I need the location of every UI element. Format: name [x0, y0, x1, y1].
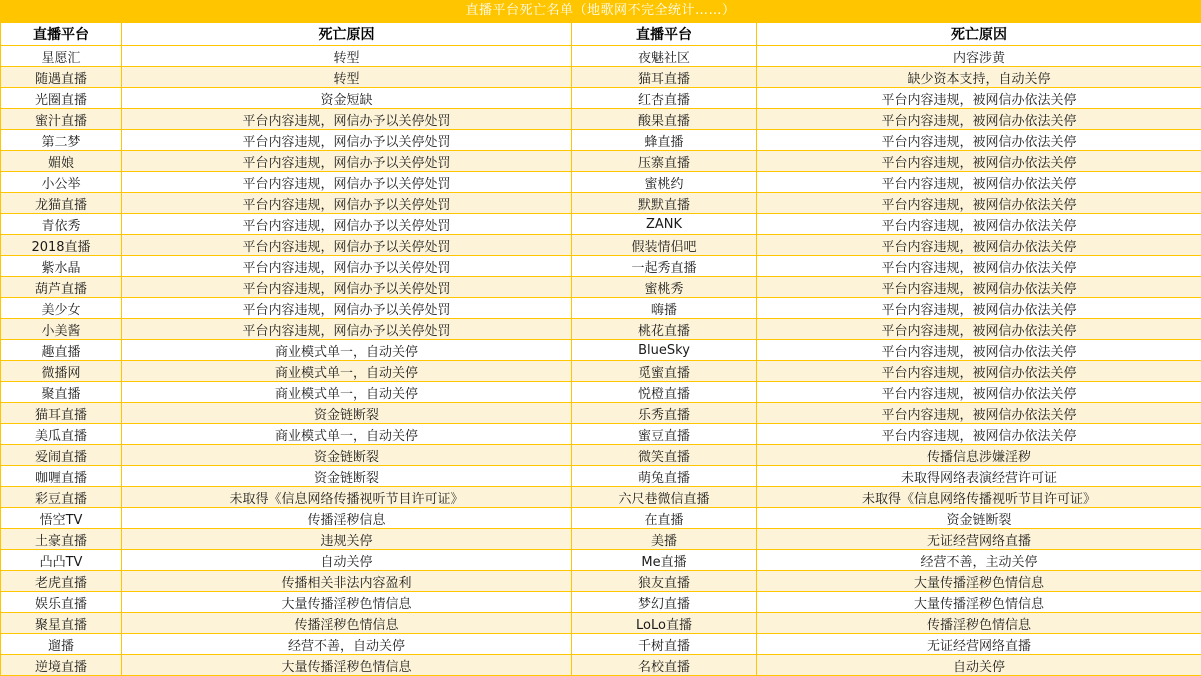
cell-platform: 名校直播: [572, 655, 757, 676]
table-row: [1, 382, 1201, 403]
cell-platform: 聚星直播: [1, 613, 122, 634]
table-row: [1, 445, 1201, 466]
cell-platform: 凸凸TV: [1, 550, 122, 571]
cell-platform: 假装情侣吧: [572, 235, 757, 256]
cell-platform: 一起秀直播: [572, 256, 757, 277]
table-row: [1, 361, 1201, 382]
table-row: [1, 67, 1201, 88]
cell-platform: 老虎直播: [1, 571, 122, 592]
cell-reason: 违规关停: [122, 529, 572, 550]
cell-reason: 平台内容违规，网信办予以关停处罚: [122, 193, 572, 214]
cell-platform: 紫水晶: [1, 256, 122, 277]
cell-platform: 狼友直播: [572, 571, 757, 592]
cell-platform: 青依秀: [1, 214, 122, 235]
cell-platform: 龙猫直播: [1, 193, 122, 214]
cell-platform: 聚直播: [1, 382, 122, 403]
cell-platform: 逆境直播: [1, 655, 122, 676]
cell-platform: 觅蜜直播: [572, 361, 757, 382]
cell-platform: 咖喱直播: [1, 466, 122, 487]
table-row: [1, 193, 1201, 214]
cell-reason: 平台内容违规，被网信办依法关停: [757, 235, 1201, 256]
cell-reason: 大量传播淫秽色情信息: [122, 592, 572, 613]
cell-reason: 平台内容违规，被网信办依法关停: [757, 382, 1201, 403]
table-row: [1, 403, 1201, 424]
cell-platform: 蜜豆直播: [572, 424, 757, 445]
cell-reason: 商业模式单一，自动关停: [122, 382, 572, 403]
cell-platform: 小美酱: [1, 319, 122, 340]
cell-platform: 猫耳直播: [572, 67, 757, 88]
cell-platform: 蜜桃约: [572, 172, 757, 193]
table-row: [1, 214, 1201, 235]
table-row: [1, 319, 1201, 340]
cell-reason: 内容涉黄: [757, 46, 1201, 67]
cell-reason: 商业模式单一，自动关停: [122, 340, 572, 361]
cell-reason: 平台内容违规，被网信办依法关停: [757, 277, 1201, 298]
cell-platform: 悦橙直播: [572, 382, 757, 403]
cell-reason: 资金链断裂: [122, 445, 572, 466]
dead-platform-table: [0, 22, 1201, 676]
cell-platform: 蜂直播: [572, 130, 757, 151]
cell-reason: 传播淫秽色情信息: [757, 613, 1201, 634]
cell-reason: 平台内容违规，网信办予以关停处罚: [122, 109, 572, 130]
table-row: [1, 634, 1201, 655]
cell-platform: 千树直播: [572, 634, 757, 655]
cell-platform: 蜜汁直播: [1, 109, 122, 130]
cell-platform: 趣直播: [1, 340, 122, 361]
cell-platform: 美播: [572, 529, 757, 550]
cell-reason: 平台内容违规，被网信办依法关停: [757, 361, 1201, 382]
cell-reason: 平台内容违规，被网信办依法关停: [757, 340, 1201, 361]
table-row: [1, 172, 1201, 193]
cell-reason: 平台内容违规，网信办予以关停处罚: [122, 130, 572, 151]
cell-reason: 未取得网络表演经营许可证: [757, 466, 1201, 487]
cell-reason: 平台内容违规，被网信办依法关停: [757, 130, 1201, 151]
cell-reason: 商业模式单一，自动关停: [122, 424, 572, 445]
table-row: [1, 571, 1201, 592]
cell-reason: 自动关停: [757, 655, 1201, 676]
table-row: [1, 235, 1201, 256]
cell-reason: 平台内容违规，被网信办依法关停: [757, 193, 1201, 214]
cell-reason: 平台内容违规，网信办予以关停处罚: [122, 319, 572, 340]
cell-reason: 无证经营网络直播: [757, 634, 1201, 655]
cell-platform: 梦幻直播: [572, 592, 757, 613]
cell-reason: 资金链断裂: [757, 508, 1201, 529]
table-header-row: [1, 23, 1201, 46]
cell-reason: 资金链断裂: [122, 466, 572, 487]
table-row: [1, 130, 1201, 151]
cell-platform: 微笑直播: [572, 445, 757, 466]
cell-platform: 蜜桃秀: [572, 277, 757, 298]
cell-reason: 大量传播淫秽色情信息: [122, 655, 572, 676]
cell-reason: 平台内容违规，网信办予以关停处罚: [122, 298, 572, 319]
cell-reason: 传播相关非法内容盈利: [122, 571, 572, 592]
cell-reason: 平台内容违规，网信办予以关停处罚: [122, 151, 572, 172]
table-row: [1, 550, 1201, 571]
cell-reason: 平台内容违规，被网信办依法关停: [757, 403, 1201, 424]
cell-platform: 随遇直播: [1, 67, 122, 88]
cell-reason: 传播淫秽色情信息: [122, 613, 572, 634]
table-row: [1, 109, 1201, 130]
table-row: [1, 151, 1201, 172]
cell-platform: 爱闹直播: [1, 445, 122, 466]
cell-platform: 星愿汇: [1, 46, 122, 67]
cell-platform: 猫耳直播: [1, 403, 122, 424]
cell-platform: 在直播: [572, 508, 757, 529]
cell-platform: 媚娘: [1, 151, 122, 172]
cell-reason: 传播淫秽信息: [122, 508, 572, 529]
cell-reason: 资金短缺: [122, 88, 572, 109]
cell-reason: 转型: [122, 67, 572, 88]
cell-platform: 土豪直播: [1, 529, 122, 550]
table-row: [1, 613, 1201, 634]
cell-reason: 平台内容违规，被网信办依法关停: [757, 424, 1201, 445]
cell-reason: 平台内容违规，被网信办依法关停: [757, 214, 1201, 235]
cell-platform: 2018直播: [1, 235, 122, 256]
column-header-reason-left: 死亡原因: [122, 23, 572, 46]
table-row: [1, 88, 1201, 109]
table-header: [1, 23, 1201, 46]
cell-platform: 第二梦: [1, 130, 122, 151]
cell-platform: 夜魅社区: [572, 46, 757, 67]
cell-reason: 平台内容违规，被网信办依法关停: [757, 109, 1201, 130]
table-body: [1, 46, 1201, 676]
cell-reason: 平台内容违规，网信办予以关停处罚: [122, 235, 572, 256]
table-row: [1, 277, 1201, 298]
cell-platform: 红杏直播: [572, 88, 757, 109]
table-row: [1, 424, 1201, 445]
cell-reason: 平台内容违规，被网信办依法关停: [757, 319, 1201, 340]
cell-reason: 平台内容违规，网信办予以关停处罚: [122, 256, 572, 277]
column-header-platform-left: 直播平台: [1, 23, 122, 46]
cell-platform: 美少女: [1, 298, 122, 319]
cell-reason: 无证经营网络直播: [757, 529, 1201, 550]
table-row: [1, 340, 1201, 361]
cell-platform: 微播网: [1, 361, 122, 382]
table-row: [1, 256, 1201, 277]
cell-reason: 传播信息涉嫌淫秽: [757, 445, 1201, 466]
cell-reason: 未取得《信息网络传播视听节目许可证》: [757, 487, 1201, 508]
cell-reason: 平台内容违规，被网信办依法关停: [757, 172, 1201, 193]
cell-platform: 六尺巷微信直播: [572, 487, 757, 508]
cell-reason: 平台内容违规，被网信办依法关停: [757, 88, 1201, 109]
cell-reason: 大量传播淫秽色情信息: [757, 592, 1201, 613]
cell-platform: 光圈直播: [1, 88, 122, 109]
cell-platform: 悟空TV: [1, 508, 122, 529]
table-row: [1, 487, 1201, 508]
cell-platform: ZANK: [572, 214, 757, 235]
cell-platform: 娱乐直播: [1, 592, 122, 613]
page-title: 直播平台死亡名单（地歌网不完全统计……）: [0, 0, 1201, 22]
table-row: [1, 508, 1201, 529]
cell-reason: 未取得《信息网络传播视听节目许可证》: [122, 487, 572, 508]
cell-reason: 缺少资本支持，自动关停: [757, 67, 1201, 88]
cell-platform: 葫芦直播: [1, 277, 122, 298]
cell-platform: BlueSky: [572, 340, 757, 361]
column-header-platform-right: 直播平台: [572, 23, 757, 46]
cell-reason: 转型: [122, 46, 572, 67]
cell-platform: 桃花直播: [572, 319, 757, 340]
cell-platform: 嗨播: [572, 298, 757, 319]
cell-platform: 遛播: [1, 634, 122, 655]
cell-platform: LoLo直播: [572, 613, 757, 634]
cell-reason: 商业模式单一，自动关停: [122, 361, 572, 382]
cell-reason: 平台内容违规，被网信办依法关停: [757, 298, 1201, 319]
table-row: [1, 655, 1201, 676]
cell-reason: 平台内容违规，网信办予以关停处罚: [122, 172, 572, 193]
table-row: [1, 592, 1201, 613]
cell-platform: 美瓜直播: [1, 424, 122, 445]
cell-reason: 平台内容违规，被网信办依法关停: [757, 256, 1201, 277]
cell-platform: 小公举: [1, 172, 122, 193]
cell-platform: 萌兔直播: [572, 466, 757, 487]
cell-reason: 大量传播淫秽色情信息: [757, 571, 1201, 592]
cell-reason: 平台内容违规，被网信办依法关停: [757, 151, 1201, 172]
cell-reason: 资金链断裂: [122, 403, 572, 424]
cell-platform: 乐秀直播: [572, 403, 757, 424]
cell-reason: 平台内容违规，网信办予以关停处罚: [122, 214, 572, 235]
cell-reason: 经营不善，自动关停: [122, 634, 572, 655]
column-header-reason-right: 死亡原因: [757, 23, 1201, 46]
cell-platform: 默默直播: [572, 193, 757, 214]
table-row: [1, 46, 1201, 67]
cell-reason: 平台内容违规，网信办予以关停处罚: [122, 277, 572, 298]
table-row: [1, 466, 1201, 487]
cell-reason: 自动关停: [122, 550, 572, 571]
cell-platform: 压寨直播: [572, 151, 757, 172]
cell-platform: 酸果直播: [572, 109, 757, 130]
cell-reason: 经营不善，主动关停: [757, 550, 1201, 571]
cell-platform: Me直播: [572, 550, 757, 571]
table-row: [1, 298, 1201, 319]
cell-platform: 彩豆直播: [1, 487, 122, 508]
table-row: [1, 529, 1201, 550]
